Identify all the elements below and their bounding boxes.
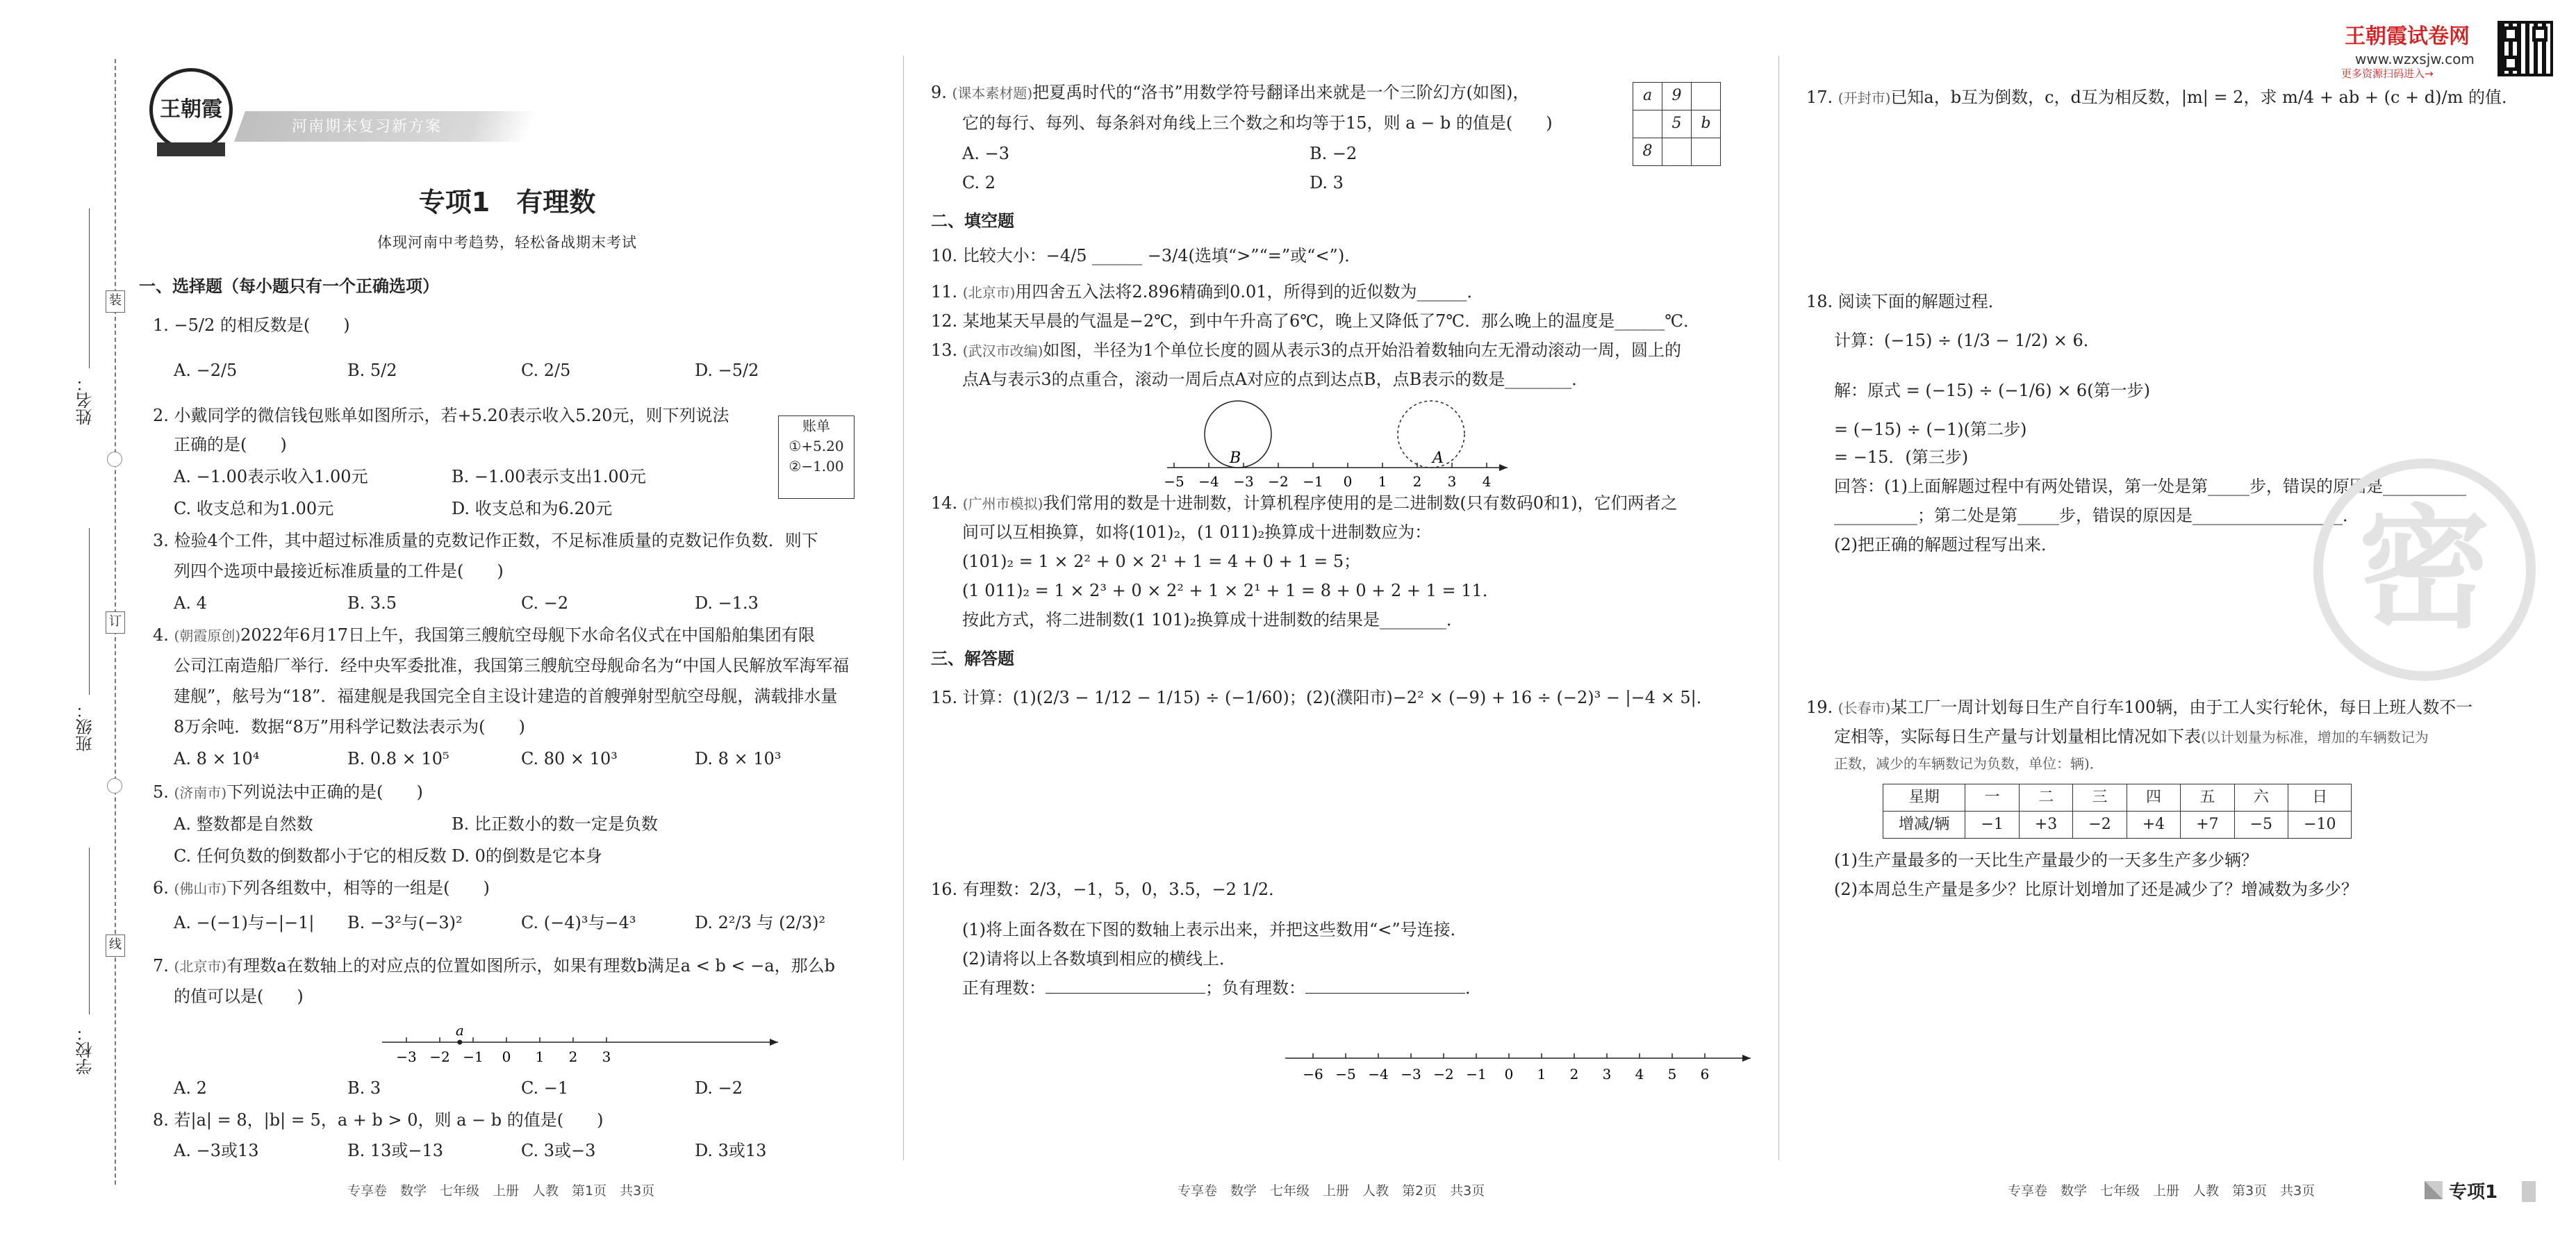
- q19-part1: (1)生产量最多的一天比生产量最少的一天多生产多少辆？: [1834, 850, 2258, 870]
- seal-marker: 装: [106, 290, 125, 313]
- table-cell: −5: [2234, 812, 2288, 839]
- axis-tick-label: −2: [1433, 1066, 1454, 1083]
- option-b: B. 比正数小的数一定是负数: [452, 814, 658, 834]
- axis-tick-label: 6: [1700, 1066, 1710, 1083]
- q16-part3: 正有理数： ；负有理数： ．: [962, 978, 1482, 998]
- q6-options: [174, 910, 868, 936]
- axis-tick-label: 2: [568, 1048, 578, 1065]
- question-18: 18. 阅读下面的解题过程．: [1806, 292, 2005, 311]
- name-line: [89, 208, 90, 368]
- axis-tick-label: 4: [1635, 1066, 1644, 1083]
- option-a: A. −1.00表示收入1.00元: [174, 467, 368, 486]
- q18-line: 解：原式 = (−15) ÷ (−1/6) × 6(第一步): [1834, 381, 2150, 400]
- option-b: B. 0.8 × 10⁵: [347, 749, 449, 768]
- option-d: D. 收支总和为6.20元: [452, 499, 613, 518]
- axis-tick-label: 1: [1378, 473, 1387, 490]
- q19-tag: (长春市): [1838, 700, 1891, 716]
- q2-options-2: [174, 496, 729, 522]
- q13-tag: (武汉市改编): [962, 343, 1043, 359]
- q14-line: (1 011)₂ = 1 × 2³ + 0 × 2² + 1 × 2¹ + 1 = 8 + 0 + 2 + 1 = 11．: [962, 581, 1499, 600]
- option-d: D. 3或13: [695, 1141, 767, 1160]
- axis-tick-label: −1: [1303, 473, 1323, 490]
- q9-options-1: [962, 141, 1657, 167]
- axis-tick-label: 4: [1482, 473, 1492, 490]
- grid-cell: b: [1692, 110, 1721, 138]
- question-3-cont: 列四个选项中最接近标准质量的工件是( ): [174, 561, 504, 581]
- table-cell: 增减/辆: [1883, 812, 1965, 839]
- page-subtitle: 体现河南中考趋势，轻松备战期末考试: [377, 234, 637, 251]
- point-a-label: a: [455, 1022, 464, 1039]
- axis-tick-label: 1: [535, 1048, 545, 1065]
- q11-text: 用四舍五入法将2.896精确到0.01，所得到的近似数为______．: [1015, 282, 1484, 302]
- q19-stem2: 定相等，实际每日生产量与计划量相比情况如下表: [1834, 727, 2201, 746]
- q19-stem: 某工厂一周计划每日生产自行车100辆，由于工人实行轮休，每日上班人数不一: [1890, 698, 2473, 717]
- q4-tag: (朝霞原创): [174, 627, 241, 644]
- point-a: [457, 1040, 462, 1045]
- question-8: 8. 若|a| = 8，|b| = 5，a + b > 0，则 a − b 的值是( ): [153, 1110, 604, 1130]
- option-b: B. −1.00表示支出1.00元: [452, 467, 646, 486]
- option-d: D. −2: [695, 1078, 743, 1098]
- question-17: 17. (开封市)已知a，b互为倒数，c，d互为相反数，|m| = 2，求 m/4 + ab + (c + d)/m 的值．: [1806, 88, 2518, 107]
- q19-part2: (2)本周总生产量是多少？比原计划增加了还是减少了？增减数为多少？: [1834, 880, 2358, 899]
- option-d: D. −5/2: [695, 361, 759, 380]
- option-b: B. 3.5: [347, 593, 397, 613]
- table-cell: 二: [2019, 784, 2072, 812]
- grid-cell: a: [1633, 83, 1662, 110]
- table-cell: −2: [2073, 812, 2127, 839]
- q19-note: (以计划量为标准，增加的车辆数记为: [2201, 729, 2429, 746]
- option-c: C. 80 × 10³: [521, 749, 618, 768]
- q16-part2: (2)请将以上各数填到相应的横线上．: [962, 949, 1236, 969]
- q6-stem: 下列各组数中，相等的一组是( ): [226, 878, 490, 898]
- table-cell: 三: [2073, 784, 2127, 812]
- q19-note-cont: 正数，减少的车辆数记为负数，单位：辆)．: [1834, 755, 2104, 772]
- footer-page-3: 专享卷 数学 七年级 上册 人教 第3页 共3页: [2008, 1183, 2315, 1199]
- q7-number-line: [375, 1021, 792, 1070]
- q14-line: 按此方式，将二进制数(1 101)₂换算成十进制数的结果是________．: [962, 610, 1464, 629]
- table-header-row: [1883, 784, 2352, 812]
- circle-dashed: [1398, 401, 1464, 468]
- table-cell: 星期: [1883, 784, 1965, 812]
- logo-ribbon: [157, 142, 225, 156]
- q11-tag: (北京市): [962, 284, 1016, 301]
- axis-tick-label: 2: [1412, 473, 1422, 490]
- section-answer: 三、解答题: [931, 649, 1014, 668]
- option-d: D. −1.3: [695, 593, 759, 613]
- q5-options-1: [174, 812, 729, 837]
- q6-tag: (佛山市): [174, 880, 227, 897]
- option-a: A. 2: [174, 1078, 207, 1098]
- question-15-part2: (2)(濮阳市)−2² × (−9) + 16 ÷ (−2)³ − |−4 × 5|．: [1306, 688, 1713, 707]
- tab-marker-icon: [2425, 1181, 2443, 1199]
- q17-tag: (开封市): [1838, 90, 1891, 106]
- option-c: C. (−4)³与−4³: [521, 913, 636, 932]
- axis-tick-label: −6: [1303, 1066, 1323, 1083]
- q16-part1: (1)将上面各数在下图的数轴上表示出来，并把这些数用“<”号连接．: [962, 920, 1467, 939]
- option-b: B. −2: [1310, 144, 1357, 163]
- class-line: [89, 528, 90, 695]
- watermark-text: 密: [2358, 492, 2491, 646]
- grid-cell: [1633, 110, 1662, 138]
- axis-tick-label: 1: [1537, 1066, 1546, 1083]
- point-a-label: A: [1433, 450, 1444, 467]
- question-10: 10. 比较大小：−4/5 ______ −3/4(选填“>”“=”或“<”)．: [931, 246, 1362, 265]
- page-title: 专项1 有理数: [418, 187, 596, 217]
- school-label: 学校：: [76, 1025, 95, 1075]
- positive-label: 正有理数：: [962, 978, 1046, 998]
- axis-tick-label: −4: [1368, 1066, 1389, 1083]
- column-separator: [1778, 56, 1779, 1160]
- option-a: A. −3: [962, 144, 1009, 163]
- class-label: 班级：: [76, 702, 95, 752]
- seal-marker: 线: [106, 935, 125, 957]
- option-d: D. 8 × 10³: [695, 749, 782, 768]
- grid-cell: [1692, 83, 1721, 110]
- school-line: [89, 848, 90, 1014]
- table-cell: +7: [2181, 812, 2234, 839]
- q4-line: 公司江南造船厂举行．经中央军委批准，我国第三艘航空母舰命名为“中国人民解放军海军福: [174, 656, 850, 675]
- q19-stem-cont: [1834, 724, 2429, 750]
- point-b-label: B: [1230, 450, 1241, 467]
- q7-tag: (北京市): [174, 958, 227, 975]
- q2-options-1: [174, 464, 729, 490]
- option-a: A. 整数都是自然数: [174, 814, 313, 834]
- table-cell: −1: [1965, 812, 2019, 839]
- q4-options: [174, 746, 868, 772]
- circle-hole: [107, 778, 122, 793]
- axis-tick-label: −1: [463, 1048, 484, 1065]
- axis-tick-label: −3: [1233, 473, 1254, 490]
- grid-cell: 5: [1662, 110, 1692, 138]
- axis-tick-label: 0: [1504, 1066, 1514, 1083]
- q18-line: 计算：(−15) ÷ (1/3 − 1/2) × 6．: [1834, 331, 2100, 350]
- axis-tick-label: −2: [1268, 473, 1289, 490]
- option-a: A. −(−1)与−|−1|: [174, 913, 315, 932]
- tab-bar: [2522, 1181, 2536, 1202]
- q18-line: __________；第二处是第_____步，错误的原因是__________________．: [1834, 506, 2359, 525]
- q8-options: [174, 1138, 868, 1164]
- option-c: C. 3或−3: [521, 1141, 596, 1160]
- option-b: B. 5/2: [347, 361, 397, 380]
- footer-page-1: 专享卷 数学 七年级 上册 人教 第1页 共3页: [347, 1183, 655, 1199]
- axis-tick-label: −2: [429, 1048, 450, 1065]
- option-a: A. 8 × 10⁴: [174, 749, 260, 768]
- question-4: 4. (朝霞原创)2022年6月17日上午，我国第三艘航空母舰下水命名仪式在中国船舶集团有限: [153, 625, 816, 645]
- option-c: C. 收支总和为1.00元: [174, 499, 334, 518]
- site-more: 更多资源扫码进入→: [2341, 67, 2434, 80]
- table-cell: 六: [2234, 784, 2288, 812]
- table-cell: 五: [2181, 784, 2234, 812]
- q4-line: 建舰”，舷号为“18”．福建舰是我国完全自主设计建造的首艘弹射型航空母舰，满载排水量: [174, 686, 838, 706]
- seal-watermark: [2313, 459, 2536, 681]
- positive-blank[interactable]: [1046, 978, 1205, 994]
- axis-tick-label: −4: [1198, 473, 1219, 490]
- option-d: D. 3: [1310, 173, 1344, 192]
- table-cell: +3: [2019, 812, 2072, 839]
- axis-tick-label: −5: [1164, 473, 1184, 490]
- section-choice: 一、选择题（每小题只有一个正确选项）: [139, 277, 439, 296]
- axis-tick-label: 3: [1447, 473, 1457, 490]
- question-9-cont: 它的每行、每列、每条斜对角线上三个数之和均等于15，则 a − b 的值是( ): [962, 113, 1553, 133]
- table-cell: 一: [1965, 784, 2019, 812]
- production-table: [1883, 784, 2352, 839]
- logo-text: 王朝霞: [160, 97, 222, 122]
- q18-line: = −15．(第三步): [1834, 447, 1969, 467]
- option-c: C. 2/5: [521, 361, 571, 380]
- question-19: 19. (长春市)某工厂一周计划每日生产自行车100辆，由于工人实行轮休，每日上班人数不一: [1806, 698, 2473, 717]
- question-12: 12. 某地某天早晨的气温是−2℃，到中午升高了6℃，晚上又降低了7℃．那么晚上的温度是______℃．: [931, 311, 1701, 331]
- bill-title: 账单: [802, 418, 830, 434]
- axis-tick-label: 3: [1602, 1066, 1612, 1083]
- axis-tick-label: 3: [602, 1048, 611, 1065]
- banner-text: 河南期末复习新方案: [292, 118, 443, 135]
- table-cell: −10: [2288, 812, 2352, 839]
- q5-tag: (济南市): [174, 784, 227, 801]
- column-separator: [903, 56, 904, 1160]
- q4-stem: 2022年6月17日上午，我国第三艘航空母舰下水命名仪式在中国船舶集团有限: [240, 625, 816, 645]
- option-b: B. 13或−13: [347, 1141, 444, 1160]
- q13-number-line: [1160, 396, 1521, 493]
- q14-tag: (广州市模拟): [962, 495, 1043, 512]
- question-13: 13. (武汉市改编)如图，半径为1个单位长度的圆从表示3的点开始沿着数轴向左无滑动滚动一周，圆上的: [931, 340, 1681, 360]
- q1-options: [174, 358, 868, 384]
- q7-options: [174, 1076, 868, 1101]
- footer-page-2: 专享卷 数学 七年级 上册 人教 第2页 共3页: [1178, 1183, 1485, 1199]
- q9-stem: 把夏禹时代的“洛书”用数学符号翻译出来就是一个三阶幻方(如图)，: [1032, 83, 1530, 102]
- q13-stem: 如图，半径为1个单位长度的圆从表示3的点开始沿着数轴向左无滑动滚动一周，圆上的: [1043, 340, 1681, 360]
- bill-item: ②−1.00: [789, 458, 844, 475]
- axis-tick-label: 0: [1343, 473, 1353, 490]
- q18-line: (2)把正确的解题过程写出来．: [1834, 535, 2058, 554]
- option-a: A. −2/5: [174, 361, 238, 380]
- question-15-part1: 15. 计算：(1)(2/3 − 1/12 − 1/15) ÷ (−1/60)；: [931, 688, 1306, 707]
- question-2: 2. 小戴同学的微信钱包账单如图所示，若+5.20表示收入5.20元，则下列说法: [153, 406, 729, 425]
- question-13-cont: 点A与表示3的点重合，滚动一周后点A对应的点到达点B，点B表示的数是________．: [962, 370, 1589, 389]
- grid-cell: 8: [1633, 138, 1662, 166]
- question-6: 6. (佛山市)下列各组数中，相等的一组是( ): [153, 878, 490, 898]
- q9-tag: (课本素材题): [952, 85, 1033, 101]
- question-14: 14. (广州市模拟)我们常用的数是十进制数，计算机程序使用的是二进制数(只有数码0和1)，它们两者之: [931, 493, 1678, 513]
- seal-marker: 订: [106, 611, 125, 634]
- axis-tick-label: 5: [1667, 1066, 1677, 1083]
- magic-square: [1633, 82, 1721, 166]
- question-5: 5. (济南市)下列说法中正确的是( ): [153, 782, 423, 802]
- option-c: C. 2: [962, 173, 996, 192]
- option-b: B. −3²与(−3)²: [347, 913, 463, 932]
- section-tab-label: 专项1: [2449, 1182, 2498, 1203]
- section-fill: 二、填空题: [931, 211, 1014, 231]
- table-cell: 四: [2127, 784, 2180, 812]
- grid-cell: [1662, 138, 1692, 166]
- site-url[interactable]: www.wzxsjw.com: [2355, 51, 2475, 67]
- q14-line: 间可以互相换算，如将(101)₂，(1 011)₂换算成十进制数应为：: [962, 522, 1432, 542]
- question-11: 11. (北京市)用四舍五入法将2.896精确到0.01，所得到的近似数为______．: [931, 282, 1484, 302]
- negative-label: ；负有理数：: [1205, 978, 1305, 998]
- q14-line: (101)₂ = 1 × 2² + 0 × 2¹ + 1 = 4 + 0 + 1 = 5；: [962, 552, 1361, 571]
- bill-box: [778, 415, 854, 499]
- question-3: 3. 检验4个工件，其中超过标准质量的克数记作正数，不足标准质量的克数记作负数．则下: [153, 531, 818, 550]
- brand-logo: [149, 68, 233, 151]
- axis-tick-label: 2: [1569, 1066, 1579, 1083]
- option-d: D. 0的倒数是它本身: [452, 846, 602, 866]
- q4-line: 8万余吨．数据“8万”用科学记数法表示为( ): [174, 717, 525, 736]
- question-7: 7. (北京市)有理数a在数轴上的对应点的位置如图所示，如果有理数b满足a < b < −a，那么b: [153, 956, 835, 976]
- axis-tick-label: 0: [502, 1048, 511, 1065]
- q9-options-2: [962, 170, 1657, 196]
- question-16: 16. 有理数：2/3，−1，5，0，3.5，−2 1/2．: [931, 880, 1286, 899]
- q16-number-line: [1285, 1041, 1758, 1089]
- question-1: 1. −5/2 的相反数是( ): [153, 315, 350, 335]
- question-2-cont: 正确的是( ): [174, 435, 287, 454]
- negative-blank[interactable]: [1305, 978, 1465, 994]
- axis-tick-label: −1: [1466, 1066, 1487, 1083]
- site-name[interactable]: 王朝霞试卷网: [2345, 24, 2470, 49]
- axis-tick-label: −3: [396, 1048, 417, 1065]
- q14-line: 我们常用的数是十进制数，计算机程序使用的是二进制数(只有数码0和1)，它们两者之: [1043, 493, 1678, 513]
- q7-stem: 有理数a在数轴上的对应点的位置如图所示，如果有理数b满足a < b < −a，那么b: [226, 956, 835, 976]
- circle-hole: [107, 452, 122, 467]
- grid-cell: [1692, 138, 1721, 166]
- q18-line: = (−15) ÷ (−1)(第二步): [1834, 420, 2027, 439]
- option-d: D. 2²/3 与 (2/3)²: [695, 913, 826, 932]
- q3-options: [174, 591, 868, 616]
- option-a: A. −3或13: [174, 1141, 259, 1160]
- grid-cell: 9: [1662, 83, 1692, 110]
- table-cell: +4: [2127, 812, 2180, 839]
- question-7-cont: 的值可以是( ): [174, 987, 304, 1006]
- q17-text: 已知a，b互为倒数，c，d互为相反数，|m| = 2，求 m/4 + ab + (c + d)/m 的值．: [1890, 88, 2518, 107]
- q5-options-2: [174, 843, 729, 869]
- axis-tick-label: −5: [1335, 1066, 1356, 1083]
- option-c: C. 任何负数的倒数都小于它的相反数: [174, 846, 447, 866]
- table-row: [1883, 812, 2352, 839]
- question-9: 9. (课本素材题)把夏禹时代的“洛书”用数学符号翻译出来就是一个三阶幻方(如图)，: [931, 83, 1530, 102]
- table-cell: 日: [2288, 784, 2352, 812]
- option-c: C. −1: [521, 1078, 569, 1098]
- q5-stem: 下列说法中正确的是( ): [226, 782, 423, 802]
- qr-code-icon[interactable]: [2497, 21, 2553, 76]
- bill-item: ①+5.20: [789, 438, 844, 454]
- name-label: 姓名：: [76, 375, 95, 425]
- q18-line: 回答：(1)上面解题过程中有两处错误，第一处是第_____步，错误的原因是__________: [1834, 477, 2466, 496]
- axis-tick-label: −3: [1401, 1066, 1421, 1083]
- option-c: C. −2: [521, 593, 569, 613]
- option-a: A. 4: [174, 593, 207, 613]
- option-b: B. 3: [347, 1078, 381, 1098]
